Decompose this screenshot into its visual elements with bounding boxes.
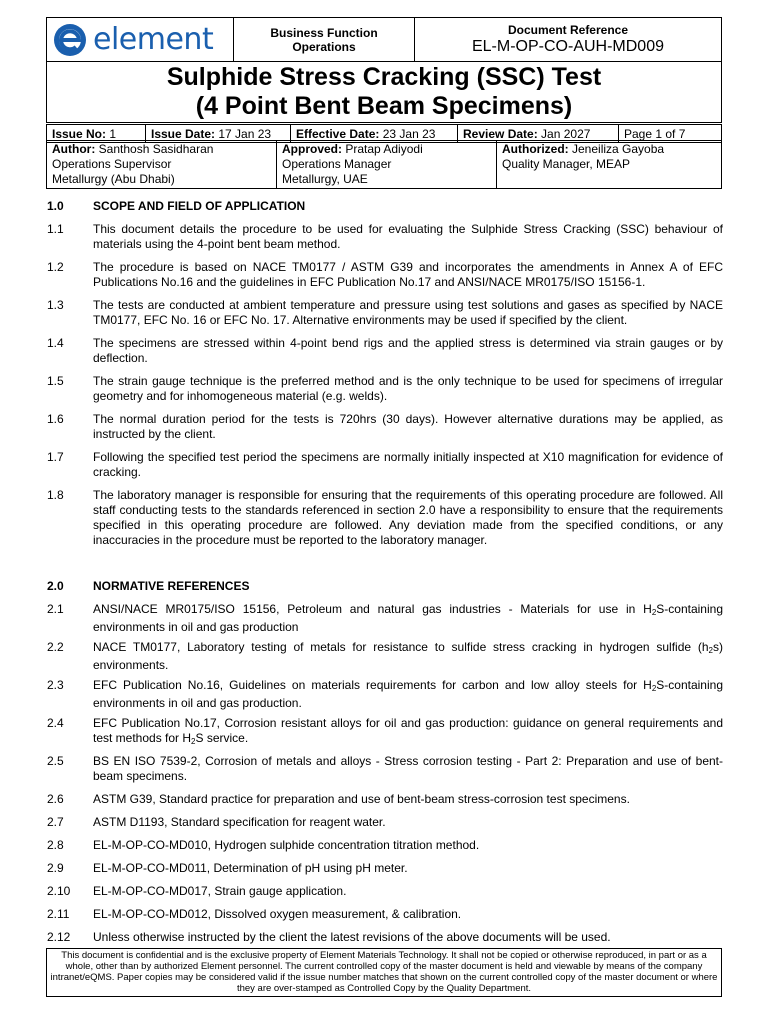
document-title <box>47 62 722 123</box>
item-text: The procedure is based on NACE TM0177 / ASTM G39 and incorporates the amendments in Annex A of EFC Publications No.16 and the guidelines in EFC Publication No.17 and ANSI/NACE MR0175/ISO 15156-1. <box>93 260 723 289</box>
item-text: NACE TM0177, Laboratory testing of metals for resistance to sulfide stress cracking in hydrogen sulfide $(h_2s)$ environments. <box>93 640 723 672</box>
item-number: 2.8 <box>47 838 64 852</box>
item-text: EL-M-OP-CO-MD010, Hydrogen sulphide concentration titration method. <box>93 838 480 852</box>
effective-date: 23 Jan 23 <box>382 126 436 141</box>
item-number: 2.1 <box>47 602 64 616</box>
item-text: ASTM D1193, Standard specification for reagent water. <box>93 815 386 829</box>
issue-no-label: Issue No: <box>52 126 107 141</box>
list-item <box>47 792 723 807</box>
list-item <box>47 907 723 922</box>
author-cell <box>47 141 277 189</box>
item-number: 1.3 <box>47 298 64 312</box>
business-function-value: Operations <box>292 39 356 54</box>
logo-cell <box>47 18 234 62</box>
list-item <box>47 838 723 853</box>
approved-name: Pratap Adiyodi <box>345 142 423 156</box>
approved-cell <box>277 141 497 189</box>
list-item <box>47 412 723 442</box>
list-item <box>47 222 723 252</box>
item-number: 2.7 <box>47 815 64 829</box>
item-text: EL-M-OP-CO-MD012, Dissolved oxygen measurement, & calibration. <box>93 907 462 921</box>
element-logo-icon <box>53 23 87 57</box>
author-label: Author: <box>52 142 96 156</box>
item-number: 1.4 <box>47 336 64 350</box>
authorized-name: Jeneiliza Gayoba <box>572 142 665 156</box>
item-text: Unless otherwise instructed by the client the latest revisions of the above documents will be used. <box>93 930 611 944</box>
item-text: EL-M-OP-CO-MD011, Determination of pH using pH meter. <box>93 861 408 875</box>
list-item <box>47 298 723 328</box>
author-role: Operations Supervisor <box>52 157 172 171</box>
item-number: 1.5 <box>47 374 64 388</box>
item-number: 1.6 <box>47 412 64 426</box>
signoff-row <box>46 140 722 189</box>
business-function <box>234 18 415 62</box>
item-number: 1.8 <box>47 488 64 502</box>
confidentiality-footer: This document is confidential and is the exclusive property of Element Materials Technology. It shall not be copied or otherwise reproduced, in part or as a whole, other than by authorized Element personnel. The current controlled copy of the master document is held and viewable by means of the company intranet/eQMS. Paper copies may be considered valid if the issue number matches that shown on the current controlled copy of the master document or where they are over-stamped as Controlled Copy by the Quality Department. <box>46 948 722 997</box>
authorized-label: Authorized: <box>502 142 569 156</box>
title-line-2: (4 Point Bent Beam Specimens) <box>195 92 573 120</box>
list-item <box>47 930 723 945</box>
document-header <box>46 17 722 123</box>
item-number: 2.3 <box>47 678 64 692</box>
list-item <box>47 488 723 548</box>
section-title: NORMATIVE REFERENCES <box>93 579 250 593</box>
list-item <box>47 450 723 480</box>
item-number: 1.7 <box>47 450 64 464</box>
effective-date-label: Effective Date: <box>296 126 380 141</box>
author-dept: Metallurgy (Abu Dhabi) <box>52 172 175 186</box>
item-number: 2.9 <box>47 861 64 875</box>
list-item <box>47 815 723 830</box>
section-title: SCOPE AND FIELD OF APPLICATION <box>93 199 306 213</box>
item-text: Following the specified test period the specimens are normally initially inspected at X10 magnification for evidence of cracking. <box>93 450 723 479</box>
item-number: 2.5 <box>47 754 64 768</box>
item-text: The strain gauge technique is the preferred method and is the only technique to be used for specimens of irregular geometry and for inhomogeneous material (e.g. welds). <box>93 374 723 403</box>
list-item <box>47 716 723 749</box>
doc-ref-label: Document Reference <box>507 23 629 37</box>
author-name: Santhosh Sasidharan <box>98 142 214 156</box>
logo-text: element <box>93 22 214 57</box>
item-text: EFC Publication No.16, Guidelines on materials requirements for carbon and low alloy steels for $H_2S$-containing environments in oil and gas production. <box>93 678 723 710</box>
list-item <box>47 260 723 290</box>
item-number: 2.6 <box>47 792 64 806</box>
authorized-cell <box>497 141 722 189</box>
review-date: Jan 2027 <box>541 126 591 141</box>
item-text: The specimens are stressed within 4-point bend rigs and the applied stress is determined via strain gauges or by deflection. <box>93 336 723 365</box>
item-number: 2.4 <box>47 716 64 730</box>
item-number: 2.2 <box>47 640 64 654</box>
item-number: 1.2 <box>47 260 64 274</box>
approved-role: Operations Manager <box>282 157 392 171</box>
item-text: BS EN ISO 7539-2, Corrosion of metals and alloys - Stress corrosion testing - Part 2: Preparation and use of bent-beam specimens. <box>93 754 723 783</box>
list-item <box>47 678 723 711</box>
item-text: The laboratory manager is responsible for ensuring that the requirements of this operating procedure are followed. All staff conducting tests to the standards referenced in section 2.0 have a responsibility to ensure that the requirements specified in this operating procedure are followed. Any deviation made from the specified conditions, or any inaccuracies in the procedure must be reported to the laboratory manager. <box>93 488 723 547</box>
list-item <box>47 754 723 784</box>
list-item <box>47 640 723 673</box>
item-text: ASTM G39, Standard practice for preparation and use of bent-beam stress-corrosion test specimens. <box>93 792 630 806</box>
page-number: Page 1 of 7 <box>619 125 722 143</box>
issue-date: 17 Jan 23 <box>218 126 272 141</box>
element-logo <box>47 22 233 57</box>
item-text: This document details the procedure to be used for evaluating the Sulphide Stress Cracking (SSC) behaviour of materials using the 4-point bent beam method. <box>93 222 723 251</box>
authorized-role: Quality Manager, MEAP <box>502 157 631 171</box>
list-item <box>47 336 723 366</box>
item-number: 2.11 <box>47 907 70 921</box>
title-line-1: Sulphide Stress Cracking (SSC) Test <box>166 63 602 91</box>
section-1-heading <box>47 199 723 214</box>
item-text: ANSI/NACE MR0175/ISO 15156, Petroleum and natural gas industries - Materials for use in $H_2S$-containing environments in oil and gas production <box>93 602 723 634</box>
item-number: 1.1 <box>47 222 64 236</box>
doc-ref-value: EL-M-OP-CO-AUH-MD009 <box>471 38 664 55</box>
item-text: EL-M-OP-CO-MD017, Strain gauge application. <box>93 884 347 898</box>
item-number: 2.10 <box>47 884 71 898</box>
item-number: 2.12 <box>47 930 71 944</box>
issue-no: 1 <box>109 126 117 141</box>
list-item <box>47 884 723 899</box>
approved-dept: Metallurgy, UAE <box>282 172 368 186</box>
approved-label: Approved: <box>282 142 342 156</box>
section-2-heading <box>47 579 723 594</box>
item-text: The normal duration period for the tests is 720hrs (30 days). However alternative durations may be applied, as instructed by the client. <box>93 412 723 441</box>
list-item <box>47 602 723 635</box>
issue-date-label: Issue Date: <box>151 126 216 141</box>
review-date-label: Review Date: <box>463 126 538 141</box>
item-text: The tests are conducted at ambient temperature and pressure using test solutions and gases as specified by NACE TM0177, EFC No. 16 or EFC No. 17. Alternative environments may be used if specified by the client. <box>93 298 723 327</box>
list-item <box>47 374 723 404</box>
document-reference <box>415 18 722 62</box>
item-text: EFC Publication No.17, Corrosion resistant alloys for oil and gas production: guidance on general requirements and test methods for $H_2S$ service. <box>93 716 723 746</box>
list-item <box>47 861 723 876</box>
business-function-label: Business Function <box>270 25 378 40</box>
section-number: 2.0 <box>47 579 64 593</box>
section-number: 1.0 <box>47 199 64 213</box>
